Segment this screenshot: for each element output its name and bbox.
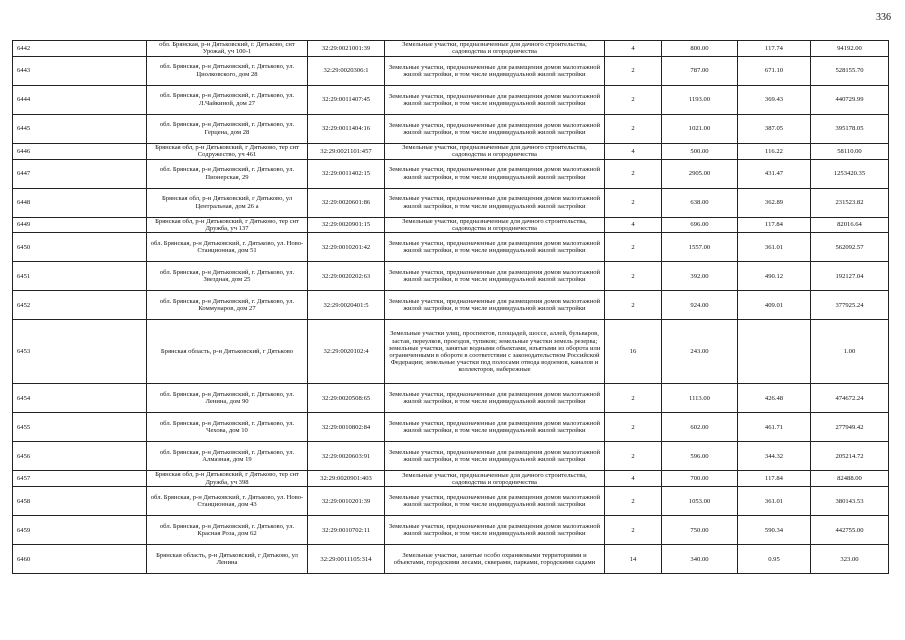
- table-row: [13, 217, 889, 233]
- cadastral-value-cell: 1253420.35: [811, 159, 889, 188]
- cadastral-number-cell: 32:29:0011407:45: [308, 85, 385, 114]
- area-cell: 1021.00: [662, 114, 738, 143]
- area-cell: 596.00: [662, 442, 738, 471]
- land-use-cell: Земельные участки, предназначенные для размещения домов малоэтажной жилой застройки, в том числе индивидуальной жилой застройки: [385, 442, 605, 471]
- land-use-cell: Земельные участки, предназначенные для размещения домов малоэтажной жилой застройки, в том числе индивидуальной жилой застройки: [385, 291, 605, 320]
- table-row: [13, 413, 889, 442]
- land-use-cell: Земельные участки, предназначенные для размещения домов малоэтажной жилой застройки, в том числе индивидуальной жилой застройки: [385, 56, 605, 85]
- area-cell: 700.00: [662, 471, 738, 487]
- table-row: [13, 159, 889, 188]
- area-cell: 787.00: [662, 56, 738, 85]
- table-row: [13, 545, 889, 574]
- cadastral-number-cell: 32:29:0010201:39: [308, 487, 385, 516]
- cadastral-value-cell: 192127.04: [811, 262, 889, 291]
- cadastral-value-cell: 82488.00: [811, 471, 889, 487]
- area-cell: 1053.00: [662, 487, 738, 516]
- specific-value-cell: 361.01: [738, 487, 811, 516]
- cadastral-value-cell: 277949.42: [811, 413, 889, 442]
- row-number-cell: 6459: [13, 516, 147, 545]
- specific-value-cell: 362.89: [738, 188, 811, 217]
- cadastral-number-cell: 32:29:0020603:91: [308, 442, 385, 471]
- group-code-cell: 2: [605, 291, 662, 320]
- area-cell: 2905.00: [662, 159, 738, 188]
- row-number-cell: 6449: [13, 217, 147, 233]
- row-number-cell: 6450: [13, 233, 147, 262]
- row-number-cell: 6453: [13, 320, 147, 384]
- address-cell: обл. Брянская, р-н Дятьковский, г. Дятьково, ул. Ново-Станционная, дом 43: [147, 487, 308, 516]
- specific-value-cell: [738, 320, 811, 384]
- table-row: [13, 384, 889, 413]
- group-code-cell: 2: [605, 159, 662, 188]
- table-row: [13, 143, 889, 159]
- table-row: [13, 114, 889, 143]
- address-cell: Брянская обл, р-н Дятьковский, г Дятьково, тер снт Дружба, уч 137: [147, 217, 308, 233]
- area-cell: 602.00: [662, 413, 738, 442]
- land-registry-table: [12, 40, 889, 574]
- land-use-cell: Земельные участки, предназначенные для размещения домов малоэтажной жилой застройки, в том числе индивидуальной жилой застройки: [385, 262, 605, 291]
- table-row: [13, 516, 889, 545]
- address-cell: обл. Брянская, р-н Дятьковский, г. Дятьково, ул. Красная Роза, дом 62: [147, 516, 308, 545]
- land-use-cell: Земельные участки, предназначенные для размещения домов малоэтажной жилой застройки, в том числе индивидуальной жилой застройки: [385, 159, 605, 188]
- group-code-cell: 2: [605, 233, 662, 262]
- specific-value-cell: 344.32: [738, 442, 811, 471]
- cadastral-number-cell: 32:29:0011404:16: [308, 114, 385, 143]
- row-number-cell: 6452: [13, 291, 147, 320]
- address-cell: обл. Брянская, р-н Дятьковский, г. Дятьково, ул. Звездная, дом 25: [147, 262, 308, 291]
- address-cell: Брянская обл, р-н Дятьковский, г Дятьково, ул Центральная, дом 26 а: [147, 188, 308, 217]
- cadastral-value-cell: 94192.00: [811, 41, 889, 57]
- group-code-cell: 16: [605, 320, 662, 384]
- land-use-cell: Земельные участки, предназначенные для размещения домов малоэтажной жилой застройки, в том числе индивидуальной жилой застройки: [385, 487, 605, 516]
- group-code-cell: 2: [605, 487, 662, 516]
- row-number-cell: 6443: [13, 56, 147, 85]
- cadastral-value-cell: 474672.24: [811, 384, 889, 413]
- row-number-cell: 6447: [13, 159, 147, 188]
- group-code-cell: 2: [605, 516, 662, 545]
- address-cell: обл. Брянская, р-н Дятьковский, г. Дятьково, ул. Л.Чайкиной, дом 27: [147, 85, 308, 114]
- cadastral-value-cell: 1.00: [811, 320, 889, 384]
- cadastral-number-cell: 32:29:0020601:86: [308, 188, 385, 217]
- table-row: [13, 233, 889, 262]
- cadastral-value-cell: 231523.82: [811, 188, 889, 217]
- land-use-cell: Земельные участки, занятые особо охраняемыми территориями и объектами, городскими лесами, скверами, парками, городскими садами: [385, 545, 605, 574]
- address-cell: обл. Брянская, р-н Дятьковский, г. Дятьково, снт Урожай, уч 100-1: [147, 41, 308, 57]
- cadastral-number-cell: 32:29:0020901:15: [308, 217, 385, 233]
- cadastral-value-cell: 82016.64: [811, 217, 889, 233]
- group-code-cell: 2: [605, 413, 662, 442]
- row-number-cell: 6460: [13, 545, 147, 574]
- table-row: [13, 188, 889, 217]
- cadastral-value-cell: 442755.00: [811, 516, 889, 545]
- specific-value-cell: 671.10: [738, 56, 811, 85]
- row-number-cell: 6448: [13, 188, 147, 217]
- land-use-cell: Земельные участки, предназначенные для размещения домов малоэтажной жилой застройки, в том числе индивидуальной жилой застройки: [385, 413, 605, 442]
- cadastral-value-cell: 205214.72: [811, 442, 889, 471]
- cadastral-value-cell: 562092.57: [811, 233, 889, 262]
- specific-value-cell: 117.84: [738, 217, 811, 233]
- address-cell: Брянская область, р-н Дятьковский, г Дятьково, ул Ленина: [147, 545, 308, 574]
- address-cell: обл. Брянская, р-н Дятьковский, г. Дятьково, ул. Циолковского, дом 28: [147, 56, 308, 85]
- cadastral-value-cell: 440729.99: [811, 85, 889, 114]
- area-cell: 1193.00: [662, 85, 738, 114]
- row-number-cell: 6442: [13, 41, 147, 57]
- specific-value-cell: 461.71: [738, 413, 811, 442]
- cadastral-number-cell: 32:29:0021101:457: [308, 143, 385, 159]
- row-number-cell: 6456: [13, 442, 147, 471]
- table-row: [13, 320, 889, 384]
- land-use-cell: Земельные участки, предназначенные для размещения домов малоэтажной жилой застройки, в том числе индивидуальной жилой застройки: [385, 85, 605, 114]
- group-code-cell: 2: [605, 262, 662, 291]
- cadastral-number-cell: 32:29:0010802:84: [308, 413, 385, 442]
- address-cell: обл. Брянская, р-н Дятьковский, г. Дятьково, ул. Герцена, дом 28: [147, 114, 308, 143]
- specific-value-cell: 426.48: [738, 384, 811, 413]
- land-use-cell: Земельные участки, предназначенные для дачного строительства, садоводства и огородничества: [385, 217, 605, 233]
- row-number-cell: 6444: [13, 85, 147, 114]
- specific-value-cell: 369.43: [738, 85, 811, 114]
- address-cell: Брянская область, р-н Дятьковский, г Дятьково: [147, 320, 308, 384]
- land-use-cell: Земельные участки, предназначенные для дачного строительства, садоводства и огородничества: [385, 143, 605, 159]
- specific-value-cell: 490.12: [738, 262, 811, 291]
- cadastral-number-cell: 32:29:0010201:42: [308, 233, 385, 262]
- table-row: [13, 85, 889, 114]
- area-cell: 500.00: [662, 143, 738, 159]
- table-row: [13, 442, 889, 471]
- area-cell: 800.00: [662, 41, 738, 57]
- group-code-cell: 2: [605, 442, 662, 471]
- row-number-cell: 6451: [13, 262, 147, 291]
- table-row: [13, 291, 889, 320]
- cadastral-value-cell: 323.00: [811, 545, 889, 574]
- address-cell: обл. Брянская, р-н Дятьковский, г. Дятьково, ул. Ново-Станционная, дом 51: [147, 233, 308, 262]
- group-code-cell: 4: [605, 143, 662, 159]
- cadastral-number-cell: 32:29:0021001:39: [308, 41, 385, 57]
- row-number-cell: 6445: [13, 114, 147, 143]
- cadastral-value-cell: 528155.70: [811, 56, 889, 85]
- row-number-cell: 6458: [13, 487, 147, 516]
- row-number-cell: 6454: [13, 384, 147, 413]
- land-use-cell: Земельные участки, предназначенные для размещения домов малоэтажной жилой застройки, в том числе индивидуальной жилой застройки: [385, 233, 605, 262]
- cadastral-number-cell: 32:29:0020306:1: [308, 56, 385, 85]
- specific-value-cell: 116.22: [738, 143, 811, 159]
- group-code-cell: 2: [605, 85, 662, 114]
- cadastral-value-cell: 380143.53: [811, 487, 889, 516]
- cadastral-number-cell: 32:29:0020202:63: [308, 262, 385, 291]
- area-cell: 340.00: [662, 545, 738, 574]
- table-row: [13, 262, 889, 291]
- land-use-cell: Земельные участки, предназначенные для размещения домов малоэтажной жилой застройки, в том числе индивидуальной жилой застройки: [385, 114, 605, 143]
- group-code-cell: 2: [605, 56, 662, 85]
- land-use-cell: Земельные участки, предназначенные для дачного строительства, садоводства и огородничества: [385, 471, 605, 487]
- cadastral-number-cell: 32:29:0011402:15: [308, 159, 385, 188]
- area-cell: 1113.00: [662, 384, 738, 413]
- cadastral-number-cell: 32:29:0010702:11: [308, 516, 385, 545]
- group-code-cell: 2: [605, 188, 662, 217]
- specific-value-cell: 590.34: [738, 516, 811, 545]
- specific-value-cell: 409.01: [738, 291, 811, 320]
- row-number-cell: 6446: [13, 143, 147, 159]
- specific-value-cell: 431.47: [738, 159, 811, 188]
- land-use-cell: Земельные участки, предназначенные для размещения домов малоэтажной жилой застройки, в том числе индивидуальной жилой застройки: [385, 516, 605, 545]
- address-cell: обл. Брянская, р-н Дятьковский, г. Дятьково, ул. Коммунаров, дом 27: [147, 291, 308, 320]
- group-code-cell: 2: [605, 114, 662, 143]
- address-cell: Брянская обл, р-н Дятьковский, г Дятьково, тер снт Содружество, уч 461: [147, 143, 308, 159]
- table-row: [13, 41, 889, 57]
- area-cell: 392.00: [662, 262, 738, 291]
- cadastral-number-cell: 32:29:0020508:65: [308, 384, 385, 413]
- land-use-cell: Земельные участки, предназначенные для размещения домов малоэтажной жилой застройки, в том числе индивидуальной жилой застройки: [385, 384, 605, 413]
- cadastral-value-cell: 377925.24: [811, 291, 889, 320]
- group-code-cell: 4: [605, 217, 662, 233]
- area-cell: 1557.00: [662, 233, 738, 262]
- group-code-cell: 4: [605, 471, 662, 487]
- address-cell: Брянская обл, р-н Дятьковский, г Дятьково, тер снт Дружба, уч 398: [147, 471, 308, 487]
- area-cell: 638.00: [662, 188, 738, 217]
- table-row: [13, 471, 889, 487]
- specific-value-cell: 0.95: [738, 545, 811, 574]
- address-cell: обл. Брянская, р-н Дятьковский, г. Дятьково, ул. Чехова, дом 10: [147, 413, 308, 442]
- address-cell: обл. Брянская, р-н Дятьковский, г. Дятьково, ул. Алмазная, дом 19: [147, 442, 308, 471]
- specific-value-cell: 117.74: [738, 41, 811, 57]
- land-use-cell: Земельные участки, предназначенные для дачного строительства, садоводства и огородничества: [385, 41, 605, 57]
- address-cell: обл. Брянская, р-н Дятьковский, г. Дятьково, ул. Ленина, дом 90: [147, 384, 308, 413]
- cadastral-value-cell: 395178.05: [811, 114, 889, 143]
- land-use-cell: Земельные участки улиц, проспектов, площадей, шоссе, аллей, бульваров, застав, переулков, проездов, тупиков; земельные участки земель резерва; земельные участки, занятые водными объектами, изъятыми из оборота или ограниченными в обороте в соответствии с законодательством Российской Федерации; земельные участки под полосами отвода водоемов, каналов и коллекторов, набережные: [385, 320, 605, 384]
- group-code-cell: 14: [605, 545, 662, 574]
- cadastral-number-cell: 32:29:0020102:4: [308, 320, 385, 384]
- area-cell: 924.00: [662, 291, 738, 320]
- group-code-cell: 4: [605, 41, 662, 57]
- cadastral-number-cell: 32:29:0011105:314: [308, 545, 385, 574]
- row-number-cell: 6455: [13, 413, 147, 442]
- cadastral-value-cell: 58110.00: [811, 143, 889, 159]
- table-row: [13, 56, 889, 85]
- address-cell: обл. Брянская, р-н Дятьковский, г. Дятьково, ул. Пионерская, 29: [147, 159, 308, 188]
- specific-value-cell: 117.84: [738, 471, 811, 487]
- cadastral-number-cell: 32:29:0020901:403: [308, 471, 385, 487]
- page-number: 336: [876, 12, 891, 23]
- table-row: [13, 487, 889, 516]
- cadastral-number-cell: 32:29:0020401:5: [308, 291, 385, 320]
- group-code-cell: 2: [605, 384, 662, 413]
- row-number-cell: 6457: [13, 471, 147, 487]
- area-cell: 696.00: [662, 217, 738, 233]
- specific-value-cell: 361.01: [738, 233, 811, 262]
- specific-value-cell: 387.05: [738, 114, 811, 143]
- area-cell: 750.00: [662, 516, 738, 545]
- area-cell: 243.00: [662, 320, 738, 384]
- land-use-cell: Земельные участки, предназначенные для размещения домов малоэтажной жилой застройки, в том числе индивидуальной жилой застройки: [385, 188, 605, 217]
